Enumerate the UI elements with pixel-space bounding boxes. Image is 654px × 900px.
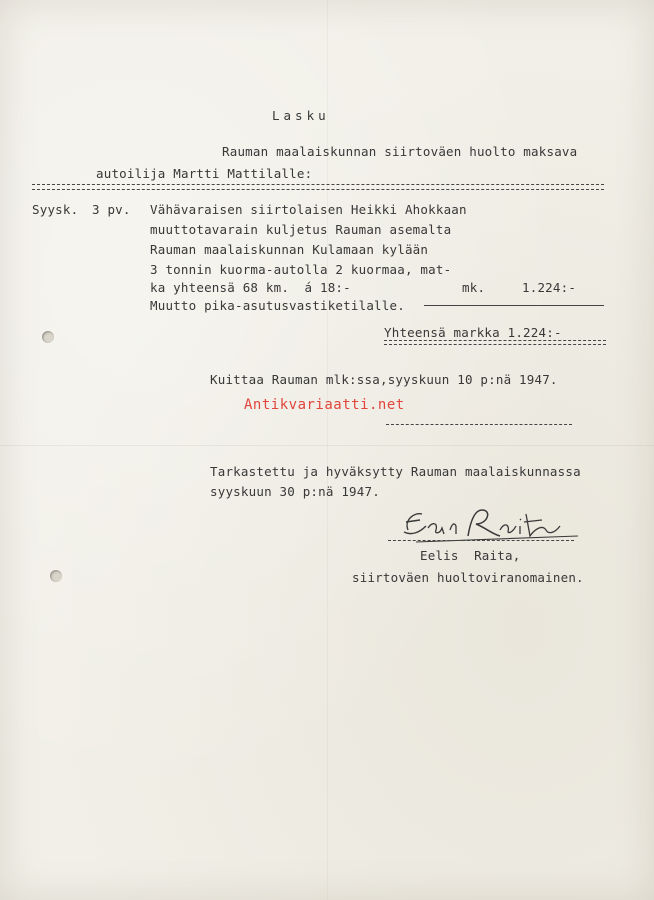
total-line: Yhteensä markka 1.224:-	[384, 325, 562, 340]
punch-hole-bottom	[50, 570, 62, 582]
entry-line-1: Vähävaraisen siirtolaisen Heikki Ahokkaan	[150, 202, 467, 217]
total-rule-bottom	[384, 344, 606, 345]
approval-line-2: syyskuun 30 p:nä 1947.	[210, 484, 380, 499]
entry-line-3: Rauman maalaiskunnan Kulamaan kylään	[150, 242, 429, 257]
watermark-text: Antikvariaatti.net	[244, 397, 405, 413]
approval-line-1: Tarkastettu ja hyväksytty Rauman maalaiskunnassa	[210, 464, 581, 479]
signer-title: siirtoväen huoltoviranomainen.	[352, 570, 584, 585]
entry-amount: 1.224:-	[522, 280, 577, 295]
currency-label: mk.	[462, 280, 486, 295]
fold-crease-vertical	[327, 0, 328, 900]
punch-hole-top	[42, 331, 54, 343]
entry-line-2: muuttotavarain kuljetus Rauman asemalta	[150, 222, 452, 237]
entry-line-5: ka yhteensä 68 km. á 18:-	[150, 280, 351, 295]
signer-name: Eelis Raita,	[420, 548, 521, 563]
header-line-1: Rauman maalaiskunnan siirtoväen huolto maksava	[222, 144, 578, 159]
receipt-line: Kuittaa Rauman mlk:ssa,syyskuun 10 p:nä 1947.	[210, 372, 558, 387]
fold-crease-horizontal	[0, 445, 654, 446]
receipt-signature-line	[386, 424, 572, 425]
entry-line-6: Muutto pika-asutusvastiketilalle.	[150, 298, 405, 313]
header-rule-bottom	[32, 189, 604, 190]
header-rule-top	[32, 184, 604, 185]
amount-underline	[424, 305, 604, 306]
entry-line-4: 3 tonnin kuorma-autolla 2 kuormaa, mat-	[150, 262, 452, 277]
document-title: Lasku	[272, 108, 330, 123]
entry-days: 3 pv.	[92, 202, 131, 217]
signature-line	[388, 540, 574, 541]
total-rule-top	[384, 340, 606, 341]
header-line-2: autoilija Martti Mattilalle:	[96, 166, 313, 181]
entry-month: Syysk.	[32, 202, 79, 217]
